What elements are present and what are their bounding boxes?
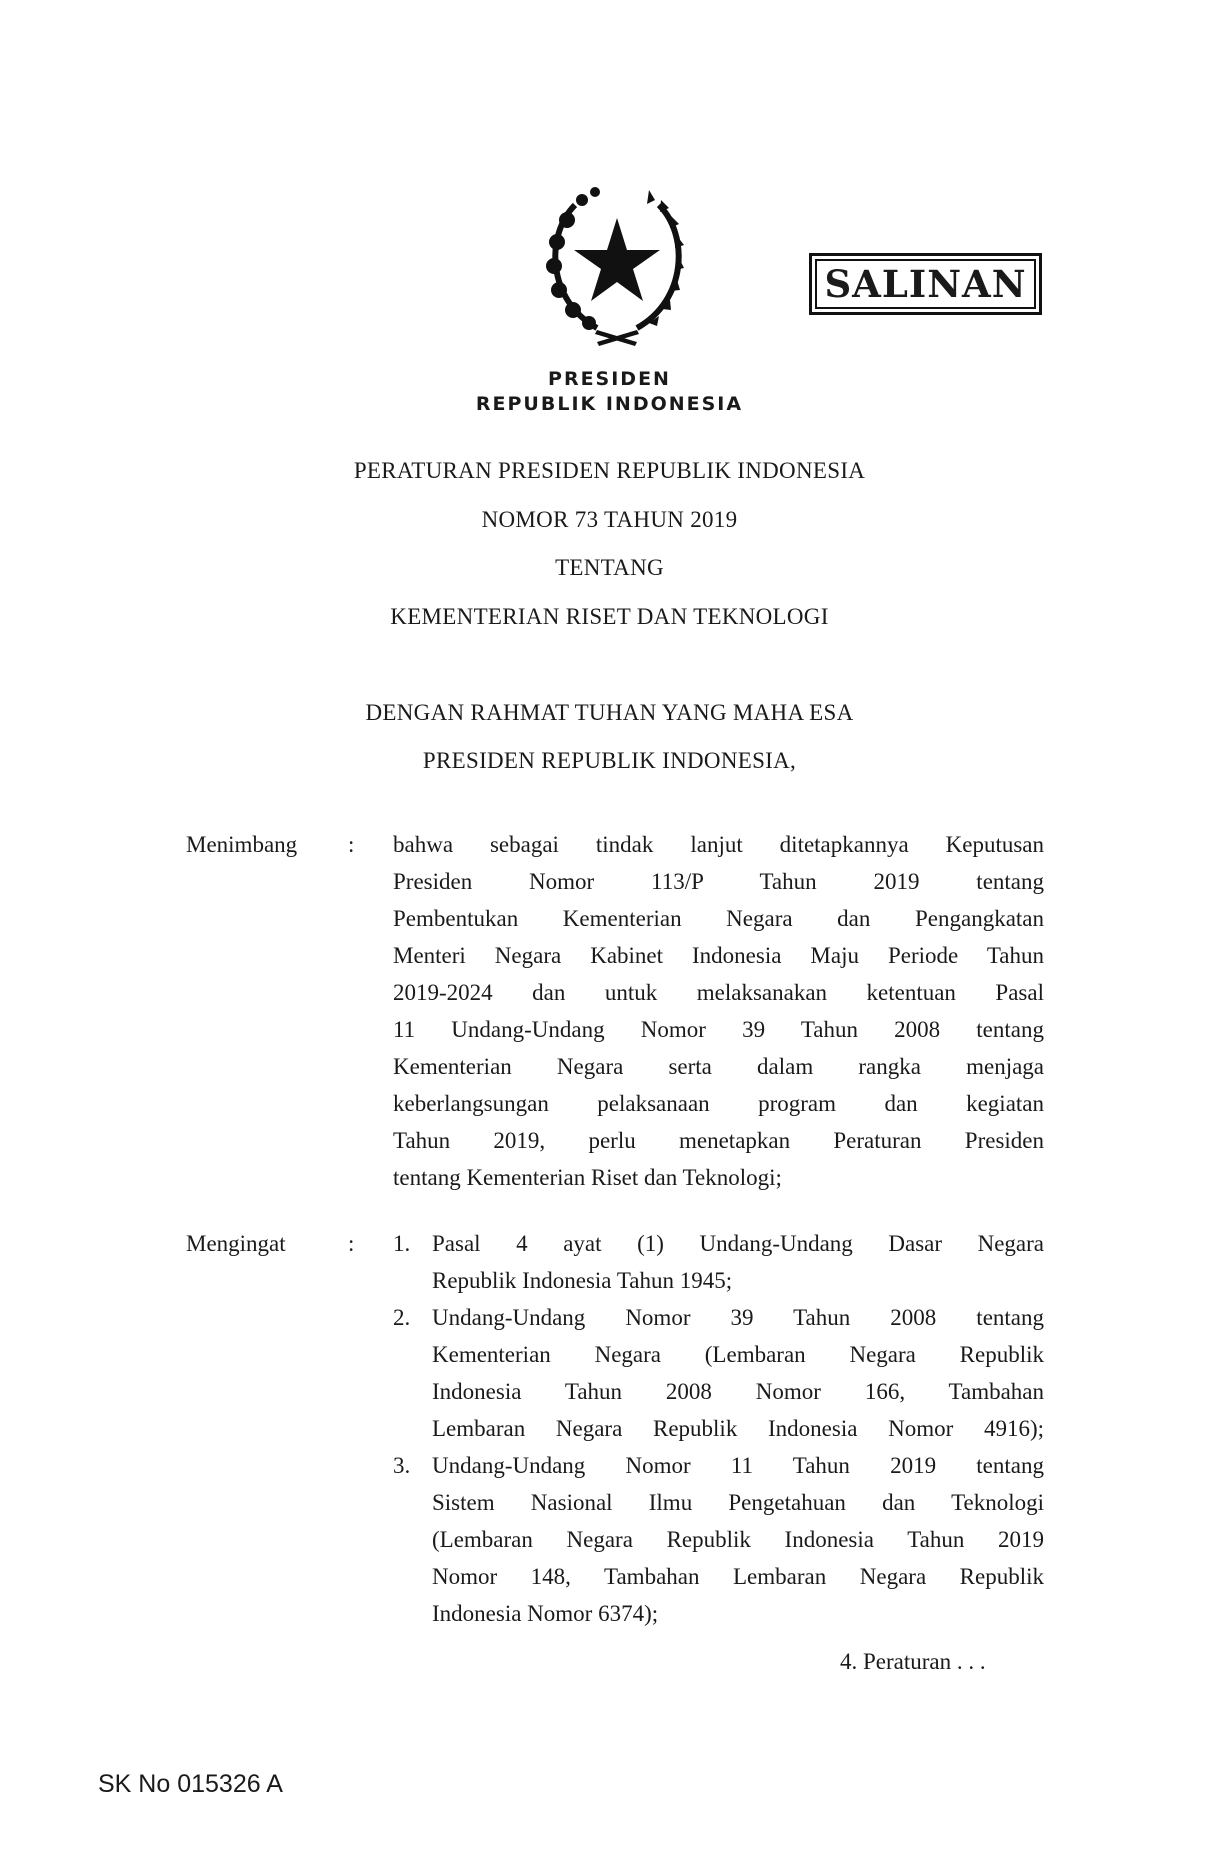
stamp-label: SALINAN bbox=[815, 259, 1036, 309]
mengingat-line: Undang-Undang Nomor 11 Tahun 2019 tentang bbox=[432, 1453, 1044, 1478]
menimbang-line: Tahun 2019, perlu menetapkan Peraturan Presiden bbox=[393, 1128, 1044, 1153]
mengingat-line: Nomor 148, Tambahan Lembaran Negara Republik bbox=[432, 1564, 1044, 1589]
menimbang-line: Kementerian Negara serta dalam rangka menjaga bbox=[393, 1054, 1044, 1079]
mengingat-colon: : bbox=[348, 1231, 355, 1256]
mengingat-line: Sistem Nasional Ilmu Pengetahuan dan Teknologi bbox=[432, 1490, 1044, 1515]
mengingat-item-number: 3. bbox=[393, 1453, 411, 1478]
institution-line-republik: REPUBLIK INDONESIA bbox=[475, 393, 744, 415]
mengingat-item-2 bbox=[432, 1299, 1044, 1447]
mengingat-line: Undang-Undang Nomor 39 Tahun 2008 tentang bbox=[432, 1305, 1044, 1330]
menimbang-line: keberlangsungan pelaksanaan program dan kegiatan bbox=[393, 1091, 1044, 1116]
mengingat-label: Mengingat bbox=[186, 1231, 286, 1256]
menimbang-line: 11 Undang-Undang Nomor 39 Tahun 2008 tentang bbox=[393, 1017, 1044, 1042]
regulation-number: NOMOR 73 TAHUN 2019 bbox=[481, 507, 738, 532]
mengingat-item-number: 1. bbox=[393, 1231, 411, 1256]
regulation-title: PERATURAN PRESIDEN REPUBLIK INDONESIA bbox=[353, 458, 866, 483]
menimbang-label: Menimbang bbox=[186, 832, 298, 857]
preamble-line-2: PRESIDEN REPUBLIK INDONESIA, bbox=[422, 748, 797, 773]
menimbang-line: Presiden Nomor 113/P Tahun 2019 tentang bbox=[393, 869, 1044, 894]
menimbang-line: Menteri Negara Kabinet Indonesia Maju Periode Tahun bbox=[393, 943, 1044, 968]
mengingat-line: Republik Indonesia Tahun 1945; bbox=[432, 1268, 733, 1293]
mengingat-line: Pasal 4 ayat (1) Undang-Undang Dasar Negara bbox=[432, 1231, 1044, 1256]
mengingat-line: Indonesia Tahun 2008 Nomor 166, Tambahan bbox=[432, 1379, 1044, 1404]
mengingat-line: Kementerian Negara (Lembaran Negara Republik bbox=[432, 1342, 1044, 1367]
menimbang-line: Pembentukan Kementerian Negara dan Pengangkatan bbox=[393, 906, 1044, 931]
menimbang-line: bahwa sebagai tindak lanjut ditetapkannya Keputusan bbox=[393, 832, 1044, 857]
menimbang-line: 2019-2024 dan untuk melaksanakan ketentuan Pasal bbox=[393, 980, 1044, 1005]
menimbang-line: tentang Kementerian Riset dan Teknologi; bbox=[393, 1165, 782, 1190]
salinan-stamp bbox=[809, 253, 1042, 315]
continuation-marker: 4. Peraturan . . . bbox=[840, 1649, 986, 1674]
menimbang-text bbox=[393, 826, 1044, 1196]
mengingat-line: Indonesia Nomor 6374); bbox=[432, 1601, 659, 1626]
institution-line-presiden: PRESIDEN bbox=[548, 368, 671, 390]
mengingat-line: (Lembaran Negara Republik Indonesia Tahun 2019 bbox=[432, 1527, 1044, 1552]
mengingat-item-1 bbox=[432, 1225, 1044, 1299]
regulation-subject: KEMENTERIAN RISET DAN TEKNOLOGI bbox=[390, 604, 829, 629]
sk-number: SK No 015326 A bbox=[98, 1770, 283, 1798]
garuda-star-emblem-icon bbox=[537, 180, 697, 350]
mengingat-item-3 bbox=[432, 1447, 1044, 1632]
mengingat-item-number: 2. bbox=[393, 1305, 411, 1330]
regulation-tentang: TENTANG bbox=[555, 555, 664, 580]
preamble-line-1: DENGAN RAHMAT TUHAN YANG MAHA ESA bbox=[365, 700, 854, 725]
mengingat-line: Lembaran Negara Republik Indonesia Nomor 4916); bbox=[432, 1416, 1044, 1441]
menimbang-colon: : bbox=[348, 832, 355, 857]
